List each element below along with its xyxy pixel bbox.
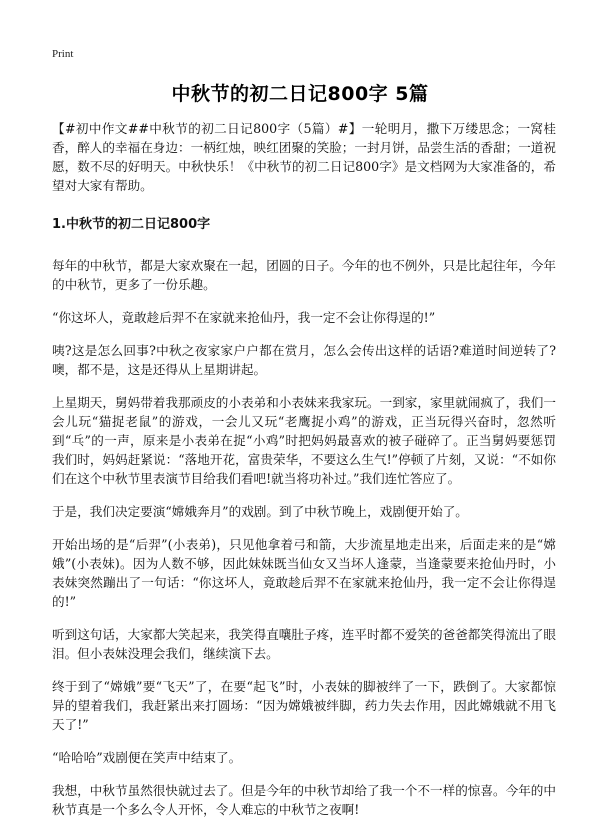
section-heading: 1.中秋节的初二日记800字 <box>52 217 211 232</box>
body-paragraph: 听到这句话，大家都大笑起来，我笑得直嚷肚子疼，连平时都不爱笑的爸爸都笑得流出了眼泪。但小表妹没理会我们，继续演下去。 <box>52 627 556 661</box>
body-paragraph: 每年的中秋节，都是大家欢聚在一起，团圆的日子。今年的也不例外，只是比起往年，今年的中秋节，更多了一份乐趣。 <box>52 258 556 292</box>
document-body <box>52 119 556 833</box>
print-label[interactable]: Print <box>52 48 74 60</box>
body-paragraph: 上星期天，舅妈带着我那顽皮的小表弟和小表妹来我家玩。一到家，家里就闹疯了，我们一会儿玩“猫捉老鼠”的游戏，一会儿又玩“老鹰捉小鸡”的游戏，正当玩得兴奋时，忽然听到“乓”的一声，原来是小表弟在捉“小鸡”时把妈妈最喜欢的被子碰碎了。正当舅妈要惩罚我们时，妈妈赶紧说：“落地开花，富贵荣华，不要这么生气!”停顿了片刻，又说：“不如你们在这个中秋节里表演节目给我们看吧!就当将功补过。”我们连忙答应了。 <box>52 395 556 486</box>
body-paragraph: 开始出场的是“后羿”(小表弟)，只见他拿着弓和箭，大步流星地走出来，后面走来的是“嫦娥”(小表妹)。因为人数不够，因此妹妹既当仙女又当坏人逢蒙，当逢蒙要来抢仙丹时，小表妹突然蹦出了一句话：“你这坏人，竟敢趁后羿不在家就来抢仙丹，我一定不会让你得逞的!” <box>52 537 556 609</box>
intro-paragraph: 【#初中作文##中秋节的初二日记800字（5篇）#】一轮明月，撒下万缕思念；一窝桂香，醉人的幸福在身边：一柄红烛，映红团聚的笑脸；一封月饼，品尝生活的香甜；一道祝愿，数不尽的好明天。中秋快乐！《中秋节的初二日记800字》是文档网为大家准备的，希望对大家有帮助。 <box>52 121 556 193</box>
body-paragraph: “你这坏人，竟敢趁后羿不在家就来抢仙丹，我一定不会让你得逞的!” <box>52 310 436 325</box>
body-paragraph: “哈哈哈”戏剧便在笑声中结束了。 <box>52 750 242 765</box>
body-paragraph: 咦?这是怎么回事?中秋之夜家家户户都在赏月，怎么会传出这样的话语?难道时间逆转了?噢，都不是，这是还得从上星期讲起。 <box>52 343 556 377</box>
document-title: 中秋节的初二日记800字 5篇 <box>171 83 429 105</box>
body-paragraph: 终于到了“嫦娥”要“飞天”了，在要“起飞”时，小表妹的脚被绊了一下，跌倒了。大家都惊异的望着我们，我赶紧出来打圆场：“因为嫦娥被绊脚，药力失去作用，因此嫦娥就不用飞天了!” <box>52 679 556 732</box>
body-paragraph: 于是，我们决定要演“嫦娥奔月”的戏剧。到了中秋节晚上，戏剧便开始了。 <box>52 504 468 519</box>
body-paragraph: 我想，中秋节虽然很快就过去了。但是今年的中秋节却给了我一个不一样的惊喜。今年的中秋节真是一个多么令人开怀，令人难忘的中秋节之夜啊! <box>52 783 556 817</box>
